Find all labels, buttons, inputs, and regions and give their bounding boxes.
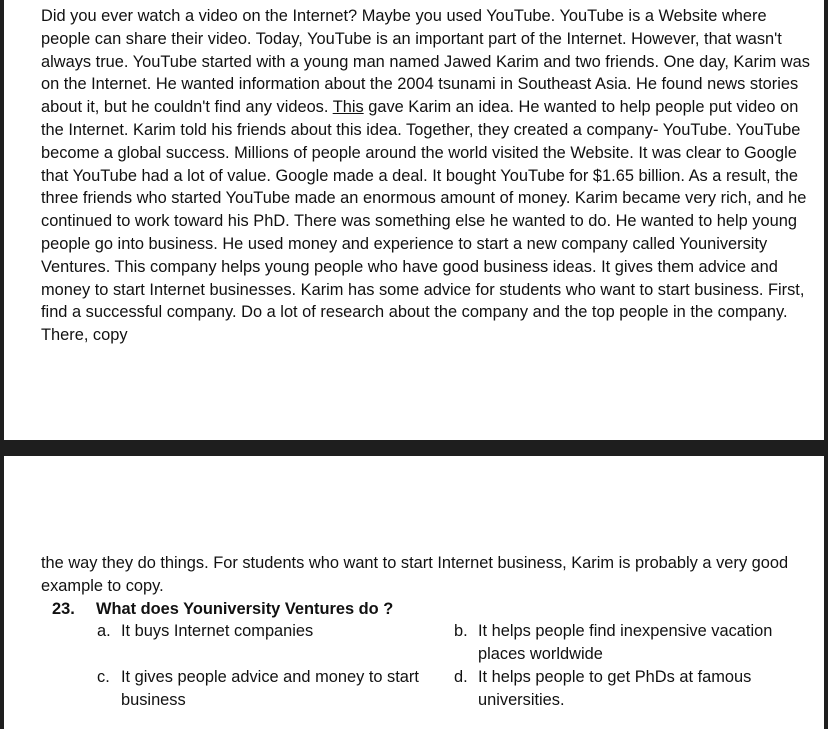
question-number: 23. — [52, 600, 75, 618]
option-letter: b. — [454, 622, 468, 640]
passage-text-after: gave Karim an idea. He wanted to help people put video on the Internet. Karim told his friends about this idea. Together, they created a company- YouTube. YouTube become a global success. Millions of people around the world visited the Website. It was clear to Google that YouTube had a lot of value. Google made a deal. It bought YouTube for $1.65 billion. As a result, the three friends who started YouTube made an enormous amount of money. Karim became very rich, and he continued to work toward his PhD. There was something else he wanted to do. He wanted to help young people go into business. He used money and experience to start a new company called Youniversity Ventures. This company helps young people who have good business ideas. It gives them advice and money to start Internet businesses. Karim has some advice for students who want to start business. First, find a successful company. Do a lot of research about the company and the top people in the company. There, copy — [41, 98, 807, 345]
option-text: It helps people to get PhDs at famous universities. — [478, 668, 752, 709]
option-letter: d. — [454, 668, 468, 686]
option-d[interactable] — [454, 666, 794, 712]
page-bottom — [4, 456, 824, 729]
option-b[interactable] — [454, 620, 794, 666]
passage-paragraph-part2: the way they do things. For students who want to start Internet business, Karim is probably a very good example to copy. — [41, 554, 789, 595]
question-text: What does Youniversity Ventures do ? — [96, 600, 394, 618]
option-letter: a. — [97, 622, 111, 640]
option-letter: c. — [97, 668, 110, 686]
underlined-word: This — [332, 98, 364, 117]
option-c[interactable] — [97, 666, 437, 712]
option-text: It helps people find inexpensive vacation places worldwide — [478, 622, 773, 663]
option-text: It buys Internet companies — [121, 622, 314, 640]
option-a[interactable] — [97, 620, 437, 643]
option-text: It gives people advice and money to start business — [121, 668, 419, 709]
page-top — [4, 0, 824, 440]
passage-paragraph-part1 — [41, 5, 812, 347]
passage-text-before: Did you ever watch a video on the Internet? Maybe you used YouTube. YouTube is a Website where people can share their video. Today, YouTube is an important part of the Internet. However, that wasn't always true. YouTube started with a young man named Jawed Karim and two friends. One day, Karim was on the Internet. He wanted information about the 2004 tsunami in Southeast Asia. He found news stories about it, but he couldn't find any videos. — [41, 7, 810, 117]
question-23 — [52, 598, 393, 620]
